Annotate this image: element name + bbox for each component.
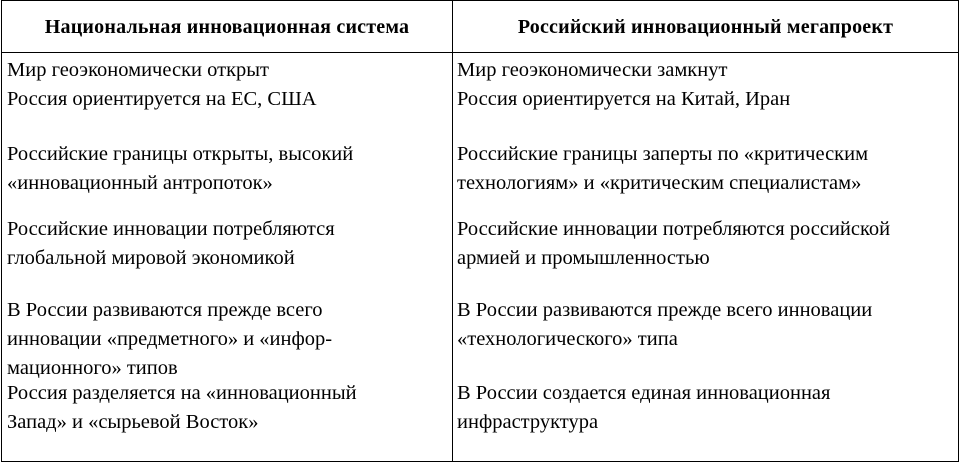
right-block-3: [457, 215, 952, 273]
left-block-2: [7, 140, 447, 198]
left-block-2-line-1: Российские границы открыты, высокий: [7, 143, 354, 165]
table-header-row: [2, 1, 958, 53]
right-block-4: [457, 296, 952, 354]
right-block-2: [457, 140, 952, 198]
left-block-3-line-2: глобальной мировой экономикой: [7, 247, 295, 269]
left-block-5-line-2: Запад» и «сырьевой Восток»: [7, 411, 259, 433]
right-block-5-line-2: инфраструктура: [457, 411, 599, 433]
right-block-4-line-1: В России развиваются прежде всего инновации: [457, 299, 873, 321]
left-block-1-line-1: Мир геоэкономически открыт: [7, 59, 270, 81]
right-block-3-line-2: армией и промышленностью: [457, 247, 710, 269]
column-divider: [452, 1, 453, 461]
left-block-3-line-1: Российские инновации потребляются: [7, 218, 335, 240]
comparison-table: [1, 0, 959, 462]
right-block-1-line-1: Мир геоэкономически замкнут: [457, 59, 728, 81]
left-block-2-line-2: «инновационный антропоток»: [7, 172, 273, 194]
left-block-3: [7, 215, 447, 273]
left-block-1: [7, 56, 447, 114]
right-block-5: [457, 379, 952, 437]
left-block-4-line-1: В России развиваются прежде всего: [7, 299, 323, 321]
right-block-2-line-1: Российские границы заперты по «критическим: [457, 143, 869, 165]
header-national-innovation-system: Национальная инновационная система: [44, 15, 410, 38]
left-block-5-line-1: Россия разделяется на «инновационный: [7, 382, 357, 404]
right-block-3-line-1: Российские инновации потребляются российской: [457, 218, 891, 240]
header-russian-innovation-megaproject: Российский инновационный мегапроект: [517, 15, 894, 38]
left-block-5: [7, 379, 447, 437]
right-block-1-line-2: Россия ориентируется на Китай, Иран: [457, 88, 791, 110]
left-block-4: [7, 296, 447, 383]
right-block-1: [457, 56, 952, 114]
left-block-4-line-2: инновации «предметного» и «инфор-: [7, 328, 333, 350]
left-block-1-line-2: Россия ориентируется на ЕС, США: [7, 88, 317, 110]
right-block-5-line-1: В России создается единая инновационная: [457, 382, 831, 404]
left-block-4-line-3: мационного» типов: [7, 357, 178, 379]
right-block-4-line-2: «технологического» типа: [457, 328, 678, 350]
right-block-2-line-2: технологиям» и «критическим специалистам»: [457, 172, 862, 194]
